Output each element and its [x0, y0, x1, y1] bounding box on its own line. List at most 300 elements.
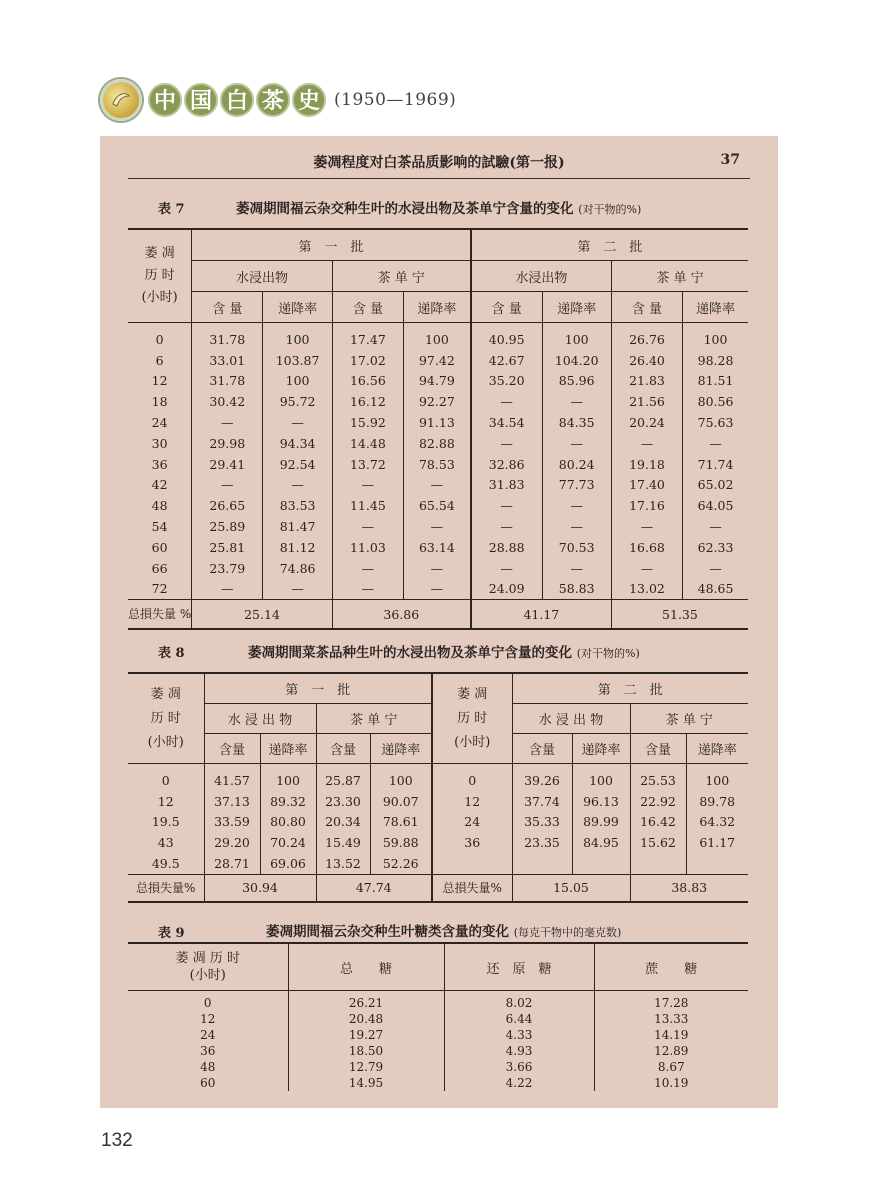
table7-row-header — [128, 229, 192, 323]
data-cell: 15.49 — [316, 832, 370, 853]
table8-total-label: 总損失量% — [432, 874, 512, 902]
data-cell: — — [332, 475, 403, 496]
data-cell: 13.52 — [316, 853, 370, 874]
row-hours-cell: 49.5 — [151, 856, 180, 872]
data-cell: 77.73 — [542, 475, 611, 496]
row-hours-cell: 60 — [151, 539, 168, 555]
col-header-decline: 递降率 — [686, 734, 748, 764]
table8-total: 47.74 — [316, 874, 432, 902]
data-cell: 80.56 — [683, 391, 748, 412]
data-cell: 14.48 — [332, 433, 403, 454]
table8-row-header-1 — [128, 673, 204, 764]
data-cell — [630, 853, 686, 874]
data-cell: — — [263, 412, 332, 433]
data-cell: 29.98 — [192, 433, 263, 454]
data-cell: 31.78 — [192, 371, 263, 392]
data-cell: — — [263, 579, 332, 600]
data-cell: 104.20 — [542, 350, 611, 371]
data-cell: 65.54 — [403, 495, 470, 516]
data-cell: — — [542, 391, 611, 412]
row-hours-cell: 66 — [151, 560, 168, 576]
data-cell: 25.87 — [316, 764, 370, 791]
data-cell: 100 — [542, 323, 611, 350]
row-header-line: (小时) — [147, 734, 184, 750]
table8-tannin-2: 茶 单 宁 — [630, 704, 748, 734]
table-row — [128, 412, 748, 433]
row-header-line: (小时) — [141, 290, 178, 305]
data-cell: 94.34 — [263, 433, 332, 454]
data-cell: — — [471, 495, 542, 516]
table9-reducing-sugar-header: 还 原 糖 — [444, 943, 594, 991]
row-header-line: 萎 凋 — [144, 246, 175, 261]
row-hours-cell: 24 — [200, 1028, 216, 1042]
data-cell: 78.53 — [403, 454, 470, 475]
col-header-decline: 递降率 — [263, 292, 332, 323]
book-title — [148, 83, 328, 117]
table9-sucrose-header: 蔗 糖 — [594, 943, 748, 991]
row-hours-cell: 0 — [203, 996, 212, 1010]
table8-body — [128, 764, 748, 875]
table7 — [128, 228, 748, 630]
data-cell: 19.27 — [288, 1027, 444, 1043]
data-cell: 30.42 — [192, 391, 263, 412]
table7-total: 41.17 — [471, 600, 612, 630]
data-cell: 64.05 — [683, 495, 748, 516]
data-cell: — — [542, 558, 611, 579]
table9-caption-text: 萎凋期間福云杂交种生叶糖类含量的变化 — [266, 924, 509, 940]
col-header-content: 含量 — [630, 734, 686, 764]
data-cell: — — [263, 475, 332, 496]
data-cell: 59.88 — [370, 832, 432, 853]
data-cell: 69.06 — [260, 853, 316, 874]
data-cell: — — [332, 516, 403, 537]
data-cell: 100 — [686, 764, 748, 791]
duration-header-line: 萎 凋 历 时 — [175, 951, 240, 966]
table-row — [128, 433, 748, 454]
table7-total: 36.86 — [332, 600, 471, 630]
data-cell: 84.35 — [542, 412, 611, 433]
table7-tannin-1: 茶 单 宁 — [332, 261, 471, 292]
table8-water-extract-2: 水 浸 出 物 — [512, 704, 630, 734]
data-cell: 24.09 — [471, 579, 542, 600]
table-row — [128, 1075, 748, 1091]
data-cell: 71.74 — [683, 454, 748, 475]
data-cell: 26.40 — [611, 350, 682, 371]
data-cell: — — [611, 433, 682, 454]
table7-label: 表 7 — [158, 202, 185, 217]
data-cell: — — [192, 475, 263, 496]
data-cell: 100 — [263, 371, 332, 392]
data-cell: 81.12 — [263, 537, 332, 558]
data-cell: 62.33 — [683, 537, 748, 558]
table-row — [128, 371, 748, 392]
data-cell: 25.89 — [192, 516, 263, 537]
data-cell: 70.24 — [260, 832, 316, 853]
data-cell: 34.54 — [471, 412, 542, 433]
data-cell: 20.34 — [316, 812, 370, 833]
row-hours-cell: 48 — [151, 498, 168, 514]
table-row — [128, 812, 748, 833]
col-header-decline: 递降率 — [260, 734, 316, 764]
data-cell: — — [332, 558, 403, 579]
data-cell: 48.65 — [683, 579, 748, 600]
table-row — [128, 323, 748, 350]
data-cell: 15.62 — [630, 832, 686, 853]
table7-batch-2: 第 二 批 — [471, 229, 748, 261]
data-cell: 92.54 — [263, 454, 332, 475]
row-hours-cell: 30 — [151, 435, 168, 451]
book-header — [100, 76, 456, 124]
table8-caption-note: (对干物的%) — [576, 647, 640, 660]
data-cell: 10.19 — [594, 1075, 748, 1091]
row-hours-cell: 36 — [151, 456, 168, 472]
table7-caption-note: (对干物的%) — [578, 203, 642, 216]
data-cell: 26.65 — [192, 495, 263, 516]
table7-body — [128, 323, 748, 600]
col-header-decline: 递降率 — [370, 734, 432, 764]
table-row — [128, 537, 748, 558]
col-header-decline: 递降率 — [572, 734, 630, 764]
row-header-line: 萎 凋 — [150, 686, 181, 702]
table-row — [128, 475, 748, 496]
table8 — [128, 672, 748, 903]
data-cell: 0 — [432, 764, 512, 791]
table7-water-extract-2: 水浸出物 — [471, 261, 612, 292]
table7-water-extract-1: 水浸出物 — [192, 261, 333, 292]
data-cell: 16.12 — [332, 391, 403, 412]
data-cell: 12.79 — [288, 1059, 444, 1075]
data-cell: 28.88 — [471, 537, 542, 558]
table9-caption-note: (每克干物中的毫克数) — [513, 926, 622, 939]
data-cell: 84.95 — [572, 832, 630, 853]
row-hours-cell: 12 — [151, 373, 168, 389]
scanned-page — [100, 136, 778, 1108]
data-cell: 63.14 — [403, 537, 470, 558]
data-cell: — — [192, 412, 263, 433]
book-title-char: 中 — [148, 83, 182, 117]
data-cell: 4.33 — [444, 1027, 594, 1043]
table8-row-header-2 — [432, 673, 512, 764]
table8-caption-text: 萎凋期間菜茶品种生叶的水浸出物及茶单宁含量的变化 — [248, 645, 572, 661]
data-cell: 20.48 — [288, 1011, 444, 1027]
table-row — [128, 1027, 748, 1043]
row-hours-cell: 0 — [155, 331, 164, 347]
data-cell: 25.53 — [630, 764, 686, 791]
row-hours-cell: 36 — [200, 1044, 216, 1058]
data-cell: 94.79 — [403, 371, 470, 392]
data-cell: 64.32 — [686, 812, 748, 833]
data-cell: 11.03 — [332, 537, 403, 558]
data-cell: 83.53 — [263, 495, 332, 516]
data-cell: 89.99 — [572, 812, 630, 833]
table-row — [128, 791, 748, 812]
row-hours-cell: 12 — [200, 1012, 216, 1026]
duration-header-line: (小时) — [189, 968, 226, 983]
data-cell: 31.78 — [192, 323, 263, 350]
table8-total: 15.05 — [512, 874, 630, 902]
data-cell: — — [403, 516, 470, 537]
data-cell: 61.17 — [686, 832, 748, 853]
col-header-decline: 递降率 — [542, 292, 611, 323]
col-header-decline: 递降率 — [683, 292, 748, 323]
data-cell: 18.50 — [288, 1043, 444, 1059]
page-number: 132 — [101, 1130, 133, 1151]
data-cell: 14.95 — [288, 1075, 444, 1091]
data-cell: 58.83 — [542, 579, 611, 600]
data-cell: — — [192, 579, 263, 600]
data-cell: 16.42 — [630, 812, 686, 833]
scan-header-title: 萎凋程度对白茶品质影响的試驗(第一报) — [313, 155, 565, 171]
col-header-content: 含 量 — [332, 292, 403, 323]
data-cell: 35.20 — [471, 371, 542, 392]
row-hours-cell: 0 — [161, 772, 170, 788]
data-cell: 8.02 — [444, 991, 594, 1012]
data-cell: 96.13 — [572, 791, 630, 812]
data-cell: 22.92 — [630, 791, 686, 812]
data-cell: — — [611, 558, 682, 579]
data-cell: 17.40 — [611, 475, 682, 496]
data-cell: 16.68 — [611, 537, 682, 558]
table8-total: 30.94 — [204, 874, 316, 902]
row-hours-cell: 6 — [155, 352, 164, 368]
data-cell: 103.87 — [263, 350, 332, 371]
row-hours-cell: 12 — [157, 793, 174, 809]
data-cell: 100 — [263, 323, 332, 350]
data-cell: 4.93 — [444, 1043, 594, 1059]
data-cell: 100 — [260, 764, 316, 791]
data-cell: 23.79 — [192, 558, 263, 579]
table9-duration-header — [128, 943, 288, 991]
data-cell: — — [471, 433, 542, 454]
data-cell: — — [542, 516, 611, 537]
data-cell: 35.33 — [512, 812, 572, 833]
data-cell: — — [683, 516, 748, 537]
row-hours-cell: 19.5 — [151, 814, 180, 830]
data-cell: 12 — [432, 791, 512, 812]
data-cell: — — [683, 433, 748, 454]
data-cell: 37.13 — [204, 791, 260, 812]
data-cell: 42.67 — [471, 350, 542, 371]
col-header-content: 含量 — [512, 734, 572, 764]
table9-label: 表 9 — [158, 926, 185, 941]
table8-total-label: 总損失量% — [128, 874, 204, 902]
data-cell: 41.57 — [204, 764, 260, 791]
data-cell: 31.83 — [471, 475, 542, 496]
row-header-line: 历 时 — [150, 710, 181, 726]
book-title-char: 史 — [292, 83, 326, 117]
data-cell: 85.96 — [542, 371, 611, 392]
data-cell: 89.78 — [686, 791, 748, 812]
data-cell: 74.86 — [263, 558, 332, 579]
data-cell: 95.72 — [263, 391, 332, 412]
data-cell: 100 — [683, 323, 748, 350]
row-header-line: 历 时 — [144, 268, 175, 283]
data-cell: 70.53 — [542, 537, 611, 558]
table-row — [128, 516, 748, 537]
row-header-line: (小时) — [454, 734, 491, 750]
data-cell: 26.21 — [288, 991, 444, 1012]
table-row — [128, 1011, 748, 1027]
table-row — [128, 832, 748, 853]
row-hours-cell: 18 — [151, 394, 168, 410]
table-row — [128, 454, 748, 475]
row-header-line: 历 时 — [457, 710, 488, 726]
table8-batch-2: 第 二 批 — [512, 673, 748, 704]
data-cell: 29.20 — [204, 832, 260, 853]
data-cell: 36 — [432, 832, 512, 853]
data-cell: 32.86 — [471, 454, 542, 475]
table-row — [128, 350, 748, 371]
table-row — [128, 853, 748, 874]
data-cell: 100 — [403, 323, 470, 350]
col-header-content: 含 量 — [192, 292, 263, 323]
table7-batch-1: 第 一 批 — [192, 229, 471, 261]
data-cell: 92.27 — [403, 391, 470, 412]
data-cell: — — [542, 495, 611, 516]
table8-total: 38.83 — [630, 874, 748, 902]
data-cell: 13.33 — [594, 1011, 748, 1027]
data-cell: 13.02 — [611, 579, 682, 600]
data-cell: — — [403, 475, 470, 496]
data-cell: 20.24 — [611, 412, 682, 433]
data-cell: 90.07 — [370, 791, 432, 812]
data-cell: 89.32 — [260, 791, 316, 812]
table-row — [128, 764, 748, 791]
table7-tannin-2: 茶 单 宁 — [611, 261, 748, 292]
table8-batch-1: 第 一 批 — [204, 673, 432, 704]
book-logo-icon — [100, 79, 142, 121]
data-cell: — — [403, 579, 470, 600]
data-cell: 14.19 — [594, 1027, 748, 1043]
data-cell: 39.26 — [512, 764, 572, 791]
table9-caption — [266, 920, 621, 940]
data-cell: 15.92 — [332, 412, 403, 433]
data-cell — [572, 853, 630, 874]
row-hours-cell: 72 — [151, 581, 168, 597]
data-cell: 40.95 — [471, 323, 542, 350]
data-cell: 37.74 — [512, 791, 572, 812]
row-hours-cell: 42 — [151, 477, 168, 493]
data-cell: 8.67 — [594, 1059, 748, 1075]
table8-tannin-1: 茶 单 宁 — [316, 704, 432, 734]
book-title-char: 茶 — [256, 83, 290, 117]
table-row — [128, 579, 748, 600]
data-cell: 19.18 — [611, 454, 682, 475]
data-cell: 28.71 — [204, 853, 260, 874]
data-cell: 4.22 — [444, 1075, 594, 1091]
data-cell: 81.47 — [263, 516, 332, 537]
data-cell: — — [471, 516, 542, 537]
row-hours-cell: 60 — [200, 1076, 216, 1090]
table-row — [128, 991, 748, 1012]
table9-total-sugar-header: 总 糖 — [288, 943, 444, 991]
table-row — [128, 1059, 748, 1075]
data-cell: 23.30 — [316, 791, 370, 812]
col-header-content: 含 量 — [471, 292, 542, 323]
table7-total: 51.35 — [611, 600, 748, 630]
table7-total: 25.14 — [192, 600, 333, 630]
data-cell: 52.26 — [370, 853, 432, 874]
table-row — [128, 391, 748, 412]
data-cell: 24 — [432, 812, 512, 833]
table8-water-extract-1: 水 浸 出 物 — [204, 704, 316, 734]
table-row — [128, 1043, 748, 1059]
table7-caption — [236, 197, 641, 217]
data-cell: — — [471, 391, 542, 412]
data-cell: — — [471, 558, 542, 579]
data-cell: 100 — [572, 764, 630, 791]
data-cell: 16.56 — [332, 371, 403, 392]
table-row — [128, 495, 748, 516]
data-cell: 13.72 — [332, 454, 403, 475]
data-cell: 6.44 — [444, 1011, 594, 1027]
table8-caption — [248, 641, 640, 661]
table9-body — [128, 991, 748, 1092]
data-cell — [686, 853, 748, 874]
data-cell: 81.51 — [683, 371, 748, 392]
row-hours-cell: 48 — [200, 1060, 216, 1074]
data-cell: 29.41 — [192, 454, 263, 475]
data-cell: — — [332, 579, 403, 600]
data-cell: — — [542, 433, 611, 454]
book-years: (1950—1969) — [334, 90, 457, 110]
table7-caption-text: 萎凋期間福云杂交种生叶的水浸出物及茶单宁含量的变化 — [236, 201, 574, 217]
data-cell: — — [683, 558, 748, 579]
data-cell: 11.45 — [332, 495, 403, 516]
data-cell: 17.28 — [594, 991, 748, 1012]
col-header-content: 含量 — [204, 734, 260, 764]
data-cell: 97.42 — [403, 350, 470, 371]
table7-total-label: 总損失量 % — [128, 600, 192, 630]
table-row — [128, 558, 748, 579]
scan-running-header — [128, 152, 750, 179]
data-cell: 17.16 — [611, 495, 682, 516]
data-cell: 25.81 — [192, 537, 263, 558]
data-cell: 23.35 — [512, 832, 572, 853]
data-cell: 33.01 — [192, 350, 263, 371]
data-cell: 12.89 — [594, 1043, 748, 1059]
row-hours-cell: 24 — [151, 415, 168, 431]
data-cell: — — [611, 516, 682, 537]
data-cell: 91.13 — [403, 412, 470, 433]
col-header-decline: 递降率 — [403, 292, 470, 323]
data-cell: 26.76 — [611, 323, 682, 350]
table8-label: 表 8 — [158, 646, 185, 661]
data-cell: 82.88 — [403, 433, 470, 454]
table9 — [128, 942, 748, 1091]
data-cell — [432, 853, 512, 874]
data-cell: 65.02 — [683, 475, 748, 496]
row-header-line: 萎 凋 — [457, 686, 488, 702]
scan-page-number: 37 — [720, 152, 740, 168]
data-cell: — — [403, 558, 470, 579]
data-cell: 78.61 — [370, 812, 432, 833]
data-cell: 98.28 — [683, 350, 748, 371]
data-cell: 80.80 — [260, 812, 316, 833]
book-title-char: 国 — [184, 83, 218, 117]
data-cell: 21.83 — [611, 371, 682, 392]
book-title-char: 白 — [220, 83, 254, 117]
data-cell: 17.02 — [332, 350, 403, 371]
data-cell: 80.24 — [542, 454, 611, 475]
data-cell: 75.63 — [683, 412, 748, 433]
data-cell: 100 — [370, 764, 432, 791]
col-header-content: 含 量 — [611, 292, 682, 323]
data-cell: 3.66 — [444, 1059, 594, 1075]
row-hours-cell: 54 — [151, 519, 168, 535]
data-cell: 17.47 — [332, 323, 403, 350]
data-cell — [512, 853, 572, 874]
